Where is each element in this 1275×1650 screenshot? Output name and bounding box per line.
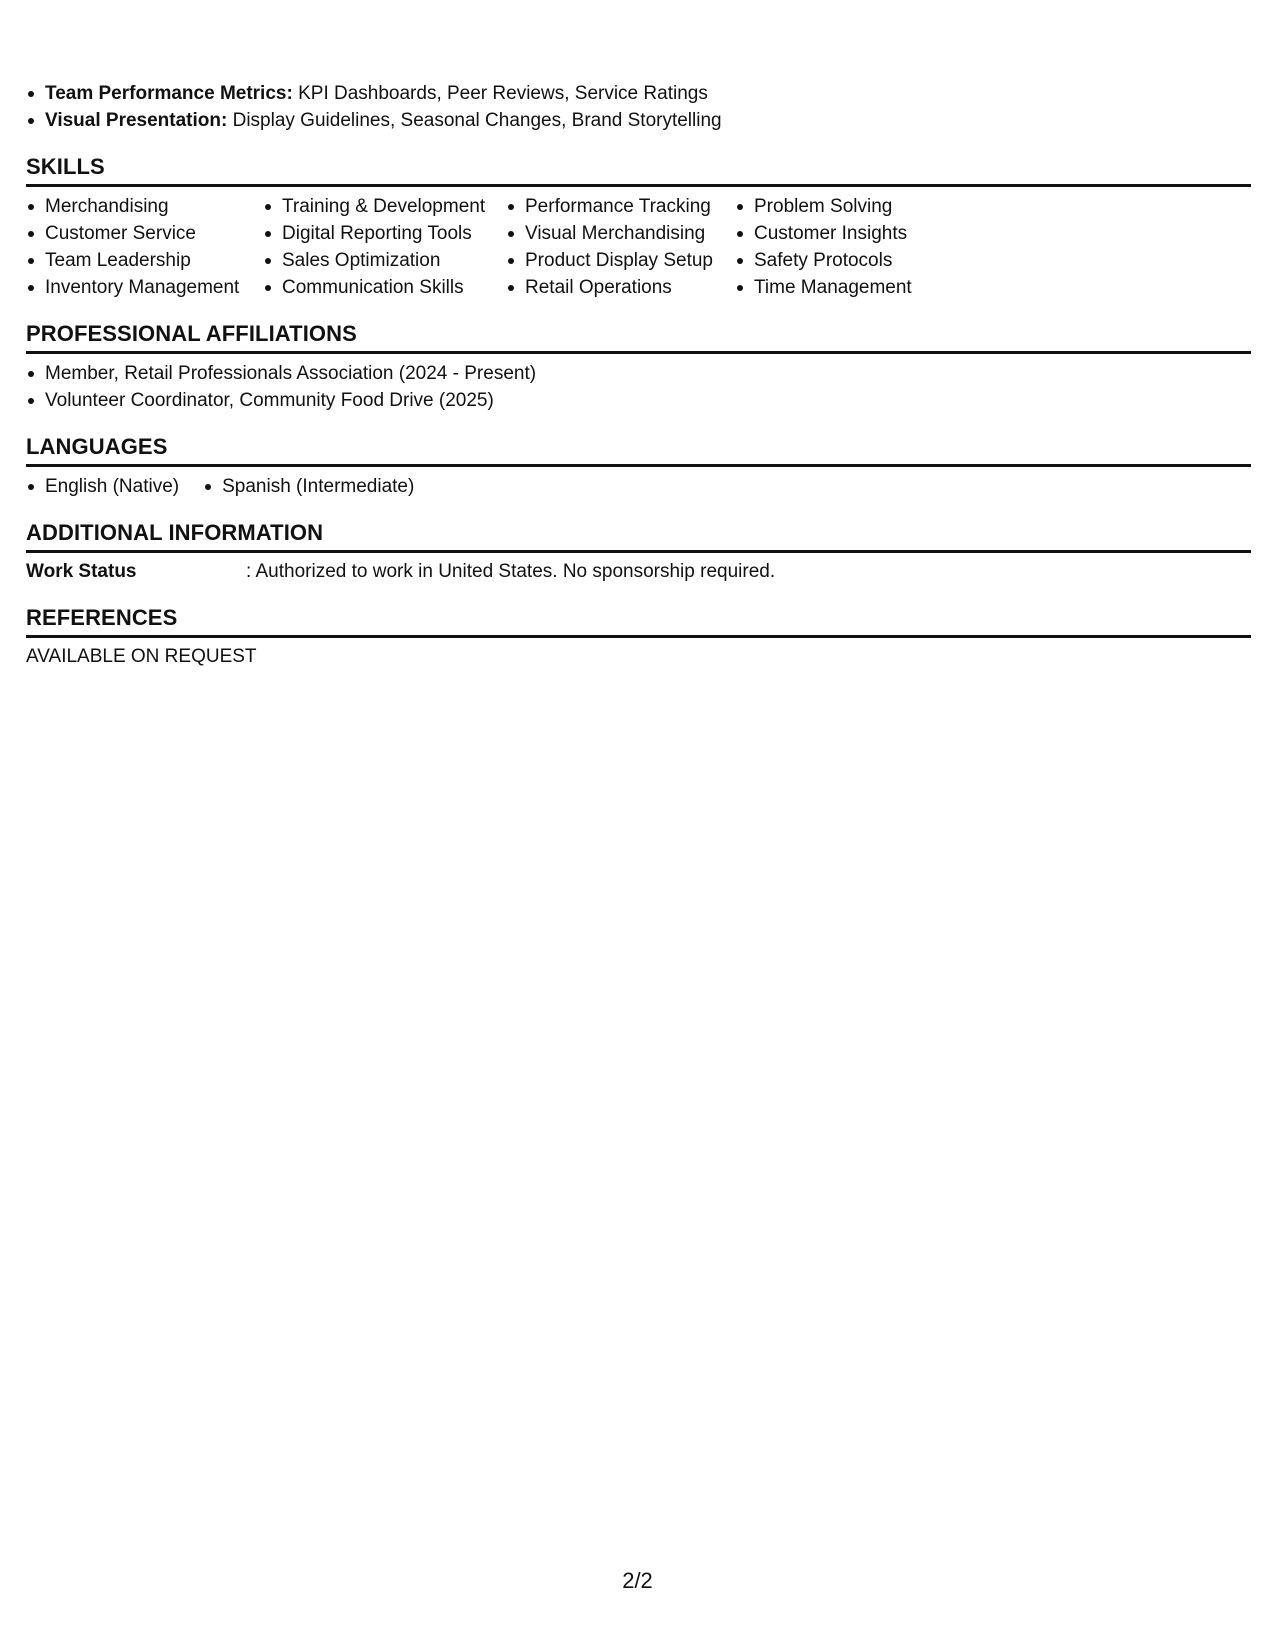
list-item: Visual Merchandising [506,220,735,247]
list-item: Retail Operations [506,274,735,301]
list-item: Product Display Setup [506,247,735,274]
references-text: AVAILABLE ON REQUEST [26,646,257,667]
resume-page [26,80,1251,670]
list-item: Training & Development [263,193,506,220]
skills-column [26,193,263,301]
affiliations-list [26,360,1251,414]
affiliations-section [26,321,1251,414]
item-text: KPI Dashboards, Peer Reviews, Service Ratings [298,83,708,104]
page-number: 2/2 [622,1568,653,1593]
item-text: Display Guidelines, Seasonal Changes, Brand Storytelling [232,110,722,131]
languages-section [26,434,1251,500]
info-key: Work Status [26,561,137,582]
languages-list [26,473,1251,500]
skills-grid [26,193,1251,301]
list-item: Safety Protocols [735,247,995,274]
list-item [26,80,1251,107]
list-item: Customer Insights [735,220,995,247]
list-item: Volunteer Coordinator, Community Food Drive (2025) [26,387,1251,414]
section-title: LANGUAGES [26,434,1251,467]
section-title: PROFESSIONAL AFFILIATIONS [26,321,1251,354]
section-title: REFERENCES [26,605,1251,638]
list-item: Communication Skills [263,274,506,301]
section-title: ADDITIONAL INFORMATION [26,520,1251,553]
skills-column [735,193,995,301]
list-item: Merchandising [26,193,263,220]
list-item: Customer Service [26,220,263,247]
item-label: Visual Presentation: [45,110,228,131]
list-item: Member, Retail Professionals Association (2024 - Present) [26,360,1251,387]
list-item: Time Management [735,274,995,301]
list-item: Sales Optimization [263,247,506,274]
intro-list [26,80,1251,134]
item-label: Team Performance Metrics: [45,83,293,104]
skills-section [26,154,1251,301]
list-item: Digital Reporting Tools [263,220,506,247]
list-item: Problem Solving [735,193,995,220]
info-row [26,559,1251,585]
list-item: Team Leadership [26,247,263,274]
list-item: Spanish (Intermediate) [203,473,414,500]
list-item [26,107,1251,134]
list-item: Inventory Management [26,274,263,301]
list-item: English (Native) [26,473,179,500]
info-value: : Authorized to work in United States. No sponsorship required. [246,561,776,582]
skills-column [506,193,735,301]
list-item: Performance Tracking [506,193,735,220]
section-title: SKILLS [26,154,1251,187]
additional-info-section [26,520,1251,585]
references-section [26,605,1251,670]
skills-column [263,193,506,301]
